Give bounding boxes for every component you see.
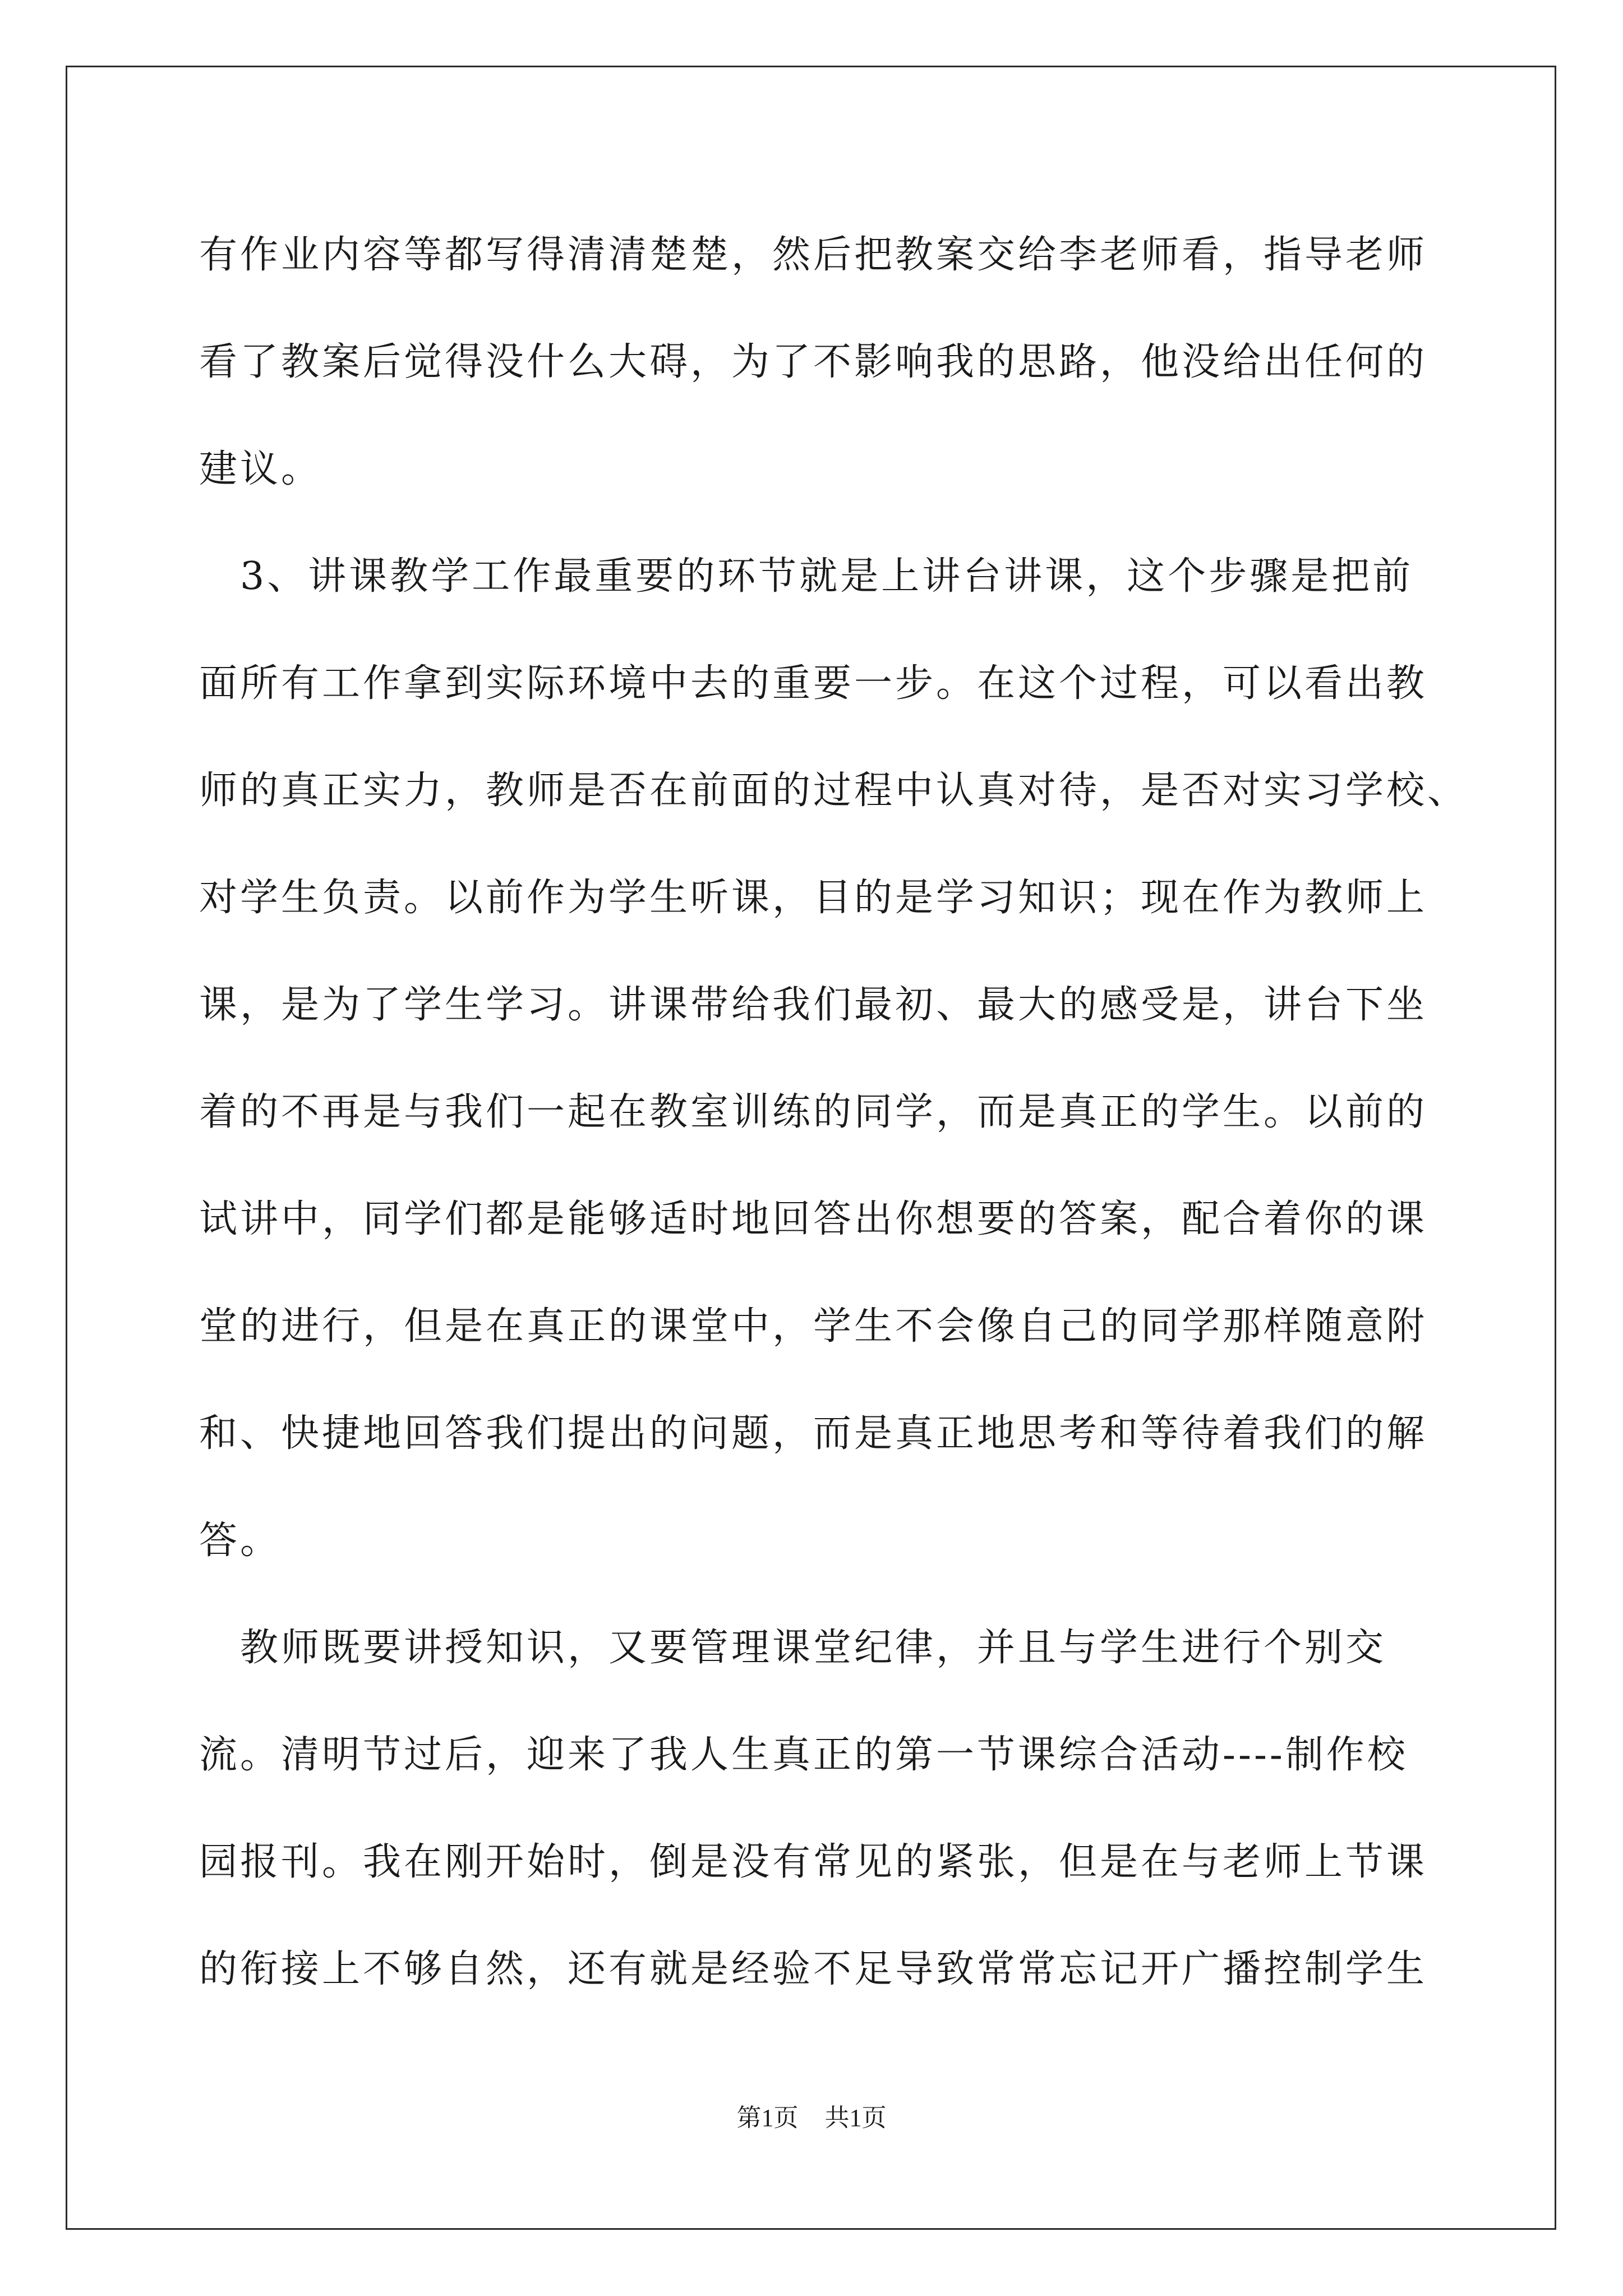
text-line: 和、快捷地回答我们提出的问题，而是真正地思考和等待着我们的解 — [199, 1411, 1428, 1456]
text-line: 3、讲课教学工作最重要的环节就是上讲台讲课，这个步骤是把前 — [199, 554, 1414, 599]
text-line: 答。 — [199, 1519, 282, 1563]
text-line: 的衔接上不够自然，还有就是经验不足导致常常忘记开广播控制学生 — [199, 1947, 1428, 1991]
text-line: 建议。 — [199, 447, 322, 491]
text-line: 课，是为了学生学习。讲课带给我们最初、最大的感受是，讲台下坐 — [199, 983, 1428, 1027]
text-line: 着的不再是与我们一起在教室训练的同学，而是真正的学生。以前的 — [199, 1090, 1428, 1134]
text-line: 流。清明节过后，迎来了我人生真正的第一节课综合活动----制作校 — [199, 1733, 1408, 1777]
page-footer — [0, 2101, 1623, 2135]
text-line: 师的真正实力，教师是否在前面的过程中认真对待，是否对实习学校、 — [199, 769, 1469, 813]
text-line: 园报刊。我在刚开始时，倒是没有常见的紧张，但是在与老师上节课 — [199, 1840, 1428, 1884]
text-line: 教师既要讲授知识，又要管理课堂纪律，并且与学生进行个别交 — [199, 1626, 1387, 1670]
text-line: 有作业内容等都写得清清楚楚，然后把教案交给李老师看，指导老师 — [199, 233, 1428, 277]
text-line: 堂的进行，但是在真正的课堂中，学生不会像自己的同学那样随意附 — [199, 1304, 1428, 1349]
page-number: 第1页 — [736, 2104, 799, 2132]
text-line: 对学生负责。以前作为学生听课，目的是学习知识；现在作为教师上 — [199, 876, 1428, 920]
text-line: 看了教案后觉得没什么大碍，为了不影响我的思路，他没给出任何的 — [199, 340, 1428, 384]
text-line: 面所有工作拿到实际环境中去的重要一步。在这个过程，可以看出教 — [199, 661, 1428, 706]
text-line: 试讲中，同学们都是能够适时地回答出你想要的答案，配合着你的课 — [199, 1197, 1428, 1241]
page-total: 共1页 — [824, 2104, 887, 2132]
